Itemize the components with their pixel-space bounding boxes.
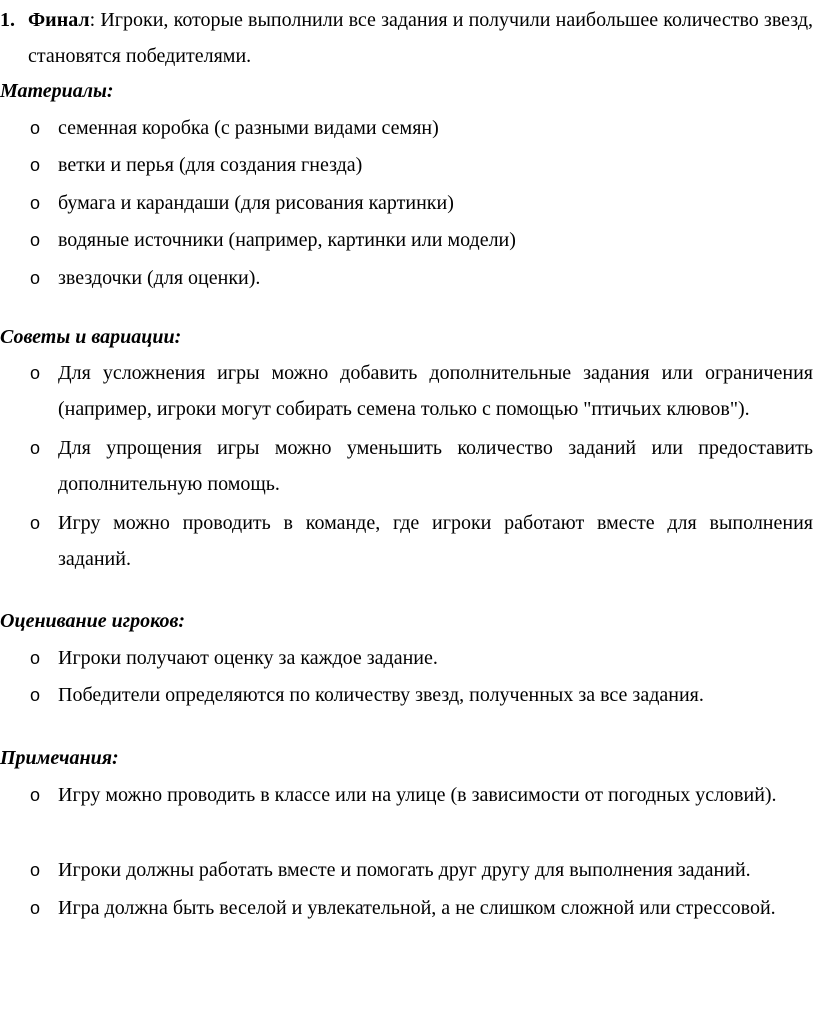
evaluation-item bbox=[0, 677, 813, 713]
bullet-marker: o bbox=[30, 860, 41, 880]
materials-item bbox=[0, 147, 813, 183]
materials-item bbox=[0, 222, 813, 258]
step-separator: : bbox=[89, 9, 96, 31]
evaluation-item bbox=[0, 640, 813, 676]
tips-heading: Советы и вариации: bbox=[0, 326, 182, 348]
bullet-marker: o bbox=[30, 230, 41, 250]
step-body bbox=[28, 2, 813, 74]
bullet-marker: o bbox=[30, 648, 41, 668]
final-step bbox=[0, 2, 813, 74]
notes-heading: Примечания: bbox=[0, 747, 119, 769]
tips-item bbox=[0, 430, 813, 502]
bullet-marker: o bbox=[30, 363, 41, 383]
evaluation-heading: Оценивание игроков: bbox=[0, 610, 186, 632]
step-number: 1. bbox=[0, 9, 15, 31]
evaluation-item-text: Победители определяются по количеству звезд, полученных за все задания. bbox=[58, 684, 704, 706]
bullet-marker: o bbox=[30, 785, 41, 805]
tips-item-text: Игру можно проводить в команде, где игроки работают вместе для выполнения заданий. bbox=[58, 512, 813, 570]
notes-item bbox=[0, 852, 813, 888]
bullet-marker: o bbox=[30, 118, 41, 138]
materials-item-text: звездочки (для оценки). bbox=[58, 267, 261, 289]
bullet-marker: o bbox=[30, 193, 41, 213]
materials-heading: Материалы: bbox=[0, 80, 114, 102]
notes-item bbox=[0, 890, 813, 926]
materials-item-text: семенная коробка (с разными видами семян) bbox=[58, 117, 439, 139]
tips-item-text: Для упрощения игры можно уменьшить количество заданий или предоставить дополнительную помощь. bbox=[58, 437, 813, 495]
step-text: Игроки, которые выполнили все задания и получили наибольшее количество звезд, становятся победителями. bbox=[28, 9, 813, 67]
step-term: Финал bbox=[28, 9, 90, 31]
bullet-marker: o bbox=[30, 898, 41, 918]
materials-item-text: бумага и карандаши (для рисования картинки) bbox=[58, 192, 454, 214]
tips-item-text: Для усложнения игры можно добавить дополнительные задания или ограничения (например, игроки могут собирать семена только с помощью "птичьих клювов"). bbox=[58, 362, 813, 420]
notes-item-text: Игру можно проводить в классе или на улице (в зависимости от погодных условий). bbox=[58, 784, 777, 806]
bullet-marker: o bbox=[30, 438, 41, 458]
materials-item bbox=[0, 260, 813, 296]
tips-item bbox=[0, 505, 813, 577]
materials-item-text: ветки и перья (для создания гнезда) bbox=[58, 154, 363, 176]
materials-item bbox=[0, 185, 813, 221]
notes-item-text: Игроки должны работать вместе и помогать друг другу для выполнения заданий. bbox=[58, 859, 751, 881]
evaluation-item-text: Игроки получают оценку за каждое задание. bbox=[58, 647, 438, 669]
notes-item-text: Игра должна быть веселой и увлекательной, а не слишком сложной или стрессовой. bbox=[58, 897, 776, 919]
bullet-marker: o bbox=[30, 268, 41, 288]
bullet-marker: o bbox=[30, 513, 41, 533]
bullet-marker: o bbox=[30, 155, 41, 175]
tips-item bbox=[0, 355, 813, 427]
notes-item bbox=[0, 777, 813, 813]
bullet-marker: o bbox=[30, 685, 41, 705]
materials-item-text: водяные источники (например, картинки или модели) bbox=[58, 229, 516, 251]
materials-item bbox=[0, 110, 813, 146]
